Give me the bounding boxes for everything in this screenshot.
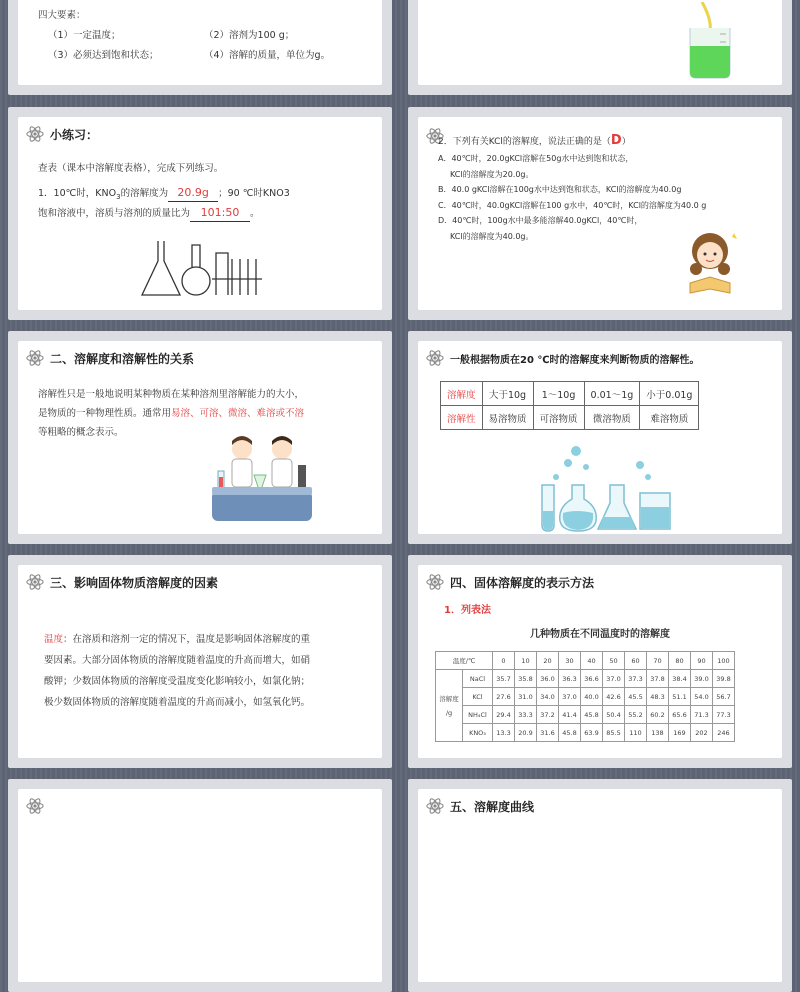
practice-q2: 饱和溶液中，溶质与溶剂的质量比为 101:50 。 (38, 205, 260, 222)
table-title: 几种物质在不同温度时的溶解度 (530, 629, 670, 640)
atom-icon (426, 349, 444, 367)
table-cell: 微溶物质 (584, 406, 640, 430)
table-cell: 37.0 (559, 688, 581, 706)
temperature-keyword: 温度 (44, 634, 64, 645)
table-row (441, 406, 699, 430)
table-row (436, 652, 735, 670)
table-cell: NaCl (463, 670, 493, 688)
atom-icon (26, 125, 44, 143)
table-cell: 39.8 (713, 670, 735, 688)
table-cell: 60.2 (647, 706, 669, 724)
table-cell: 65.6 (669, 706, 691, 724)
element-1: （1）一定温度； (48, 30, 121, 41)
table-cell: 36.3 (559, 670, 581, 688)
answer-blank-1: 20.9g (168, 185, 218, 202)
correct-answer: D (610, 133, 622, 148)
atom-icon (26, 349, 44, 367)
table-cell: 45.5 (625, 688, 647, 706)
table-row (436, 724, 735, 742)
table-cell: 202 (691, 724, 713, 742)
slide-solubility-curve[interactable] (408, 779, 792, 992)
table-cell: 56.7 (713, 688, 735, 706)
table-cell: 138 (647, 724, 669, 742)
table-header-cell: 10 (515, 652, 537, 670)
table-header-cell: 100 (713, 652, 735, 670)
elements-heading: 四大要素： (38, 10, 86, 21)
table-cell: KNO₃ (463, 724, 493, 742)
slide-title: 三、影响固体物质溶解度的因素 (50, 575, 219, 590)
element-3: （3）必须达到饱和状态； (48, 50, 159, 61)
table-cell: NH₄Cl (463, 706, 493, 724)
table-cell: 63.9 (581, 724, 603, 742)
solubility-data-table (435, 651, 735, 742)
element-2: （2）溶剂为100 g； (204, 30, 295, 41)
practice-intro: 查表（课本中溶解度表格），完成下列练习。 (38, 163, 224, 174)
table-cell: 大于10g (482, 382, 533, 406)
slide-title: 一般根据物质在20 ℃时的溶解度来判断物质的溶解性。 (450, 354, 700, 366)
table-cell: 34.0 (537, 688, 559, 706)
table-cell: 39.0 (691, 670, 713, 688)
list-method-label: 1．列表法 (444, 605, 491, 616)
slide-title: 四、固体溶解度的表示方法 (450, 575, 595, 590)
slide-title: 小练习： (50, 127, 99, 142)
table-cell: 246 (713, 724, 735, 742)
table-cell: 20.9 (515, 724, 537, 742)
table-cell: KCl (463, 688, 493, 706)
practice-q1: 1．10℃时，$KNO_3$的溶解度为 20.9g ；90 ℃时KNO3 (38, 186, 290, 201)
table-cell: 41.4 (559, 706, 581, 724)
table-cell: 小于0.01g (640, 382, 699, 406)
table-cell: 37.2 (537, 706, 559, 724)
table-cell: 37.3 (625, 670, 647, 688)
table-cell: 85.5 (603, 724, 625, 742)
table-header-cell: 60 (625, 652, 647, 670)
table-cell: 27.6 (493, 688, 515, 706)
table-header-cell: 20 (537, 652, 559, 670)
slide-next-left[interactable] (8, 779, 392, 992)
table-cell: 31.6 (537, 724, 559, 742)
table-cell: 35.8 (515, 670, 537, 688)
table-cell: 40.0 (581, 688, 603, 706)
table-header-cell: 0 (493, 652, 515, 670)
table-cell: 48.3 (647, 688, 669, 706)
option-d: D．40℃时，100g水中最多能溶解40.0gKCl，40℃时， (438, 216, 643, 225)
table-header-cell: 30 (559, 652, 581, 670)
table-cell: 33.3 (515, 706, 537, 724)
table-header-cell: 90 (691, 652, 713, 670)
option-c: C．40℃时，40.0gKCl溶解在100 g水中，40℃时，KCl的溶解度为40.0 g (438, 200, 707, 210)
table-cell: 31.0 (515, 688, 537, 706)
table-header-cell: 40 (581, 652, 603, 670)
kcl-question: 2．下列有关KCl的溶解度，说法正确的是（D） (438, 133, 631, 148)
atom-icon (426, 573, 444, 591)
slide-solubility-relation[interactable] (8, 331, 392, 544)
solubility-terms: 易溶、可溶、微溶、难溶或不溶 (171, 408, 305, 419)
table-header-cell: 温度/℃ (436, 652, 493, 670)
option-d-cont: KCl的溶解度为40.0g。 (450, 231, 534, 241)
table-cell: 38.4 (669, 670, 691, 688)
table-cell: 可溶物质 (533, 406, 584, 430)
scientists-illustration (208, 435, 318, 525)
slide-kcl-question[interactable] (408, 107, 792, 320)
table-cell: 37.0 (603, 670, 625, 688)
slide-solubility-classification[interactable] (408, 331, 792, 544)
table-cell: 溶解性 (441, 406, 483, 430)
table-header-cell: 50 (603, 652, 625, 670)
solubility-class-table (440, 381, 699, 430)
table-cell: 54.0 (691, 688, 713, 706)
slide-four-elements[interactable] (8, 0, 392, 95)
table-cell: 36.0 (537, 670, 559, 688)
beaker-illustration (680, 2, 740, 82)
table-cell: 难溶物质 (640, 406, 699, 430)
table-row (441, 382, 699, 406)
relation-paragraph: 溶解性只是一般地说明某种物质在某种溶剂里溶解能力的大小， 是物质的一种物理性质。通常用易溶、可溶、微溶、难溶或不溶 等粗略的概念表示。 (38, 389, 305, 438)
table-header-cell: 70 (647, 652, 669, 670)
option-b: B．40.0 gKCl溶解在100g水中达到饱和状态，KCl的溶解度为40.0g (438, 185, 682, 194)
kcl-options (438, 151, 706, 244)
table-cell: 71.3 (691, 706, 713, 724)
option-a: A．40℃时，20.0gKCl溶解在50g水中达到饱和状态， (438, 154, 634, 163)
table-cell: 45.8 (581, 706, 603, 724)
slide-table-method[interactable] (408, 555, 792, 768)
table-row (436, 706, 735, 724)
table-cell: 110 (625, 724, 647, 742)
table-cell: 易溶物质 (482, 406, 533, 430)
flasks-illustration (536, 441, 676, 533)
table-cell: 35.7 (493, 670, 515, 688)
table-cell: 169 (669, 724, 691, 742)
table-row (436, 670, 735, 688)
slide-influencing-factors[interactable] (8, 555, 392, 768)
atom-icon (26, 573, 44, 591)
table-cell: 51.1 (669, 688, 691, 706)
side-label: 溶解度 /g (436, 670, 463, 742)
table-cell: 29.4 (493, 706, 515, 724)
table-cell: 77.3 (713, 706, 735, 724)
slide-practice[interactable] (8, 107, 392, 320)
slide-title: 五、溶解度曲线 (450, 799, 535, 814)
table-cell: 13.3 (493, 724, 515, 742)
table-cell: 45.8 (559, 724, 581, 742)
table-cell: 溶解度 (441, 382, 483, 406)
element-4: （4）溶解的质量，单位为g。 (204, 50, 331, 61)
factors-paragraph: 温度：在溶质和溶剂一定的情况下，温度是影响固体溶解度的重 要因素。大部分固体物质的溶解度随着温度的升高而增大，如硝 酸钾；少数固体物质的溶解度受温度变化影响较小，如氯化钠； 极少数固体物质的溶解度随着温度的升高而减小，如氢氧化钙。 (44, 634, 311, 708)
table-cell: 1～10g (533, 382, 584, 406)
table-row (436, 688, 735, 706)
option-a-cont: KCl的溶解度为20.0g。 (450, 169, 534, 179)
table-cell: 36.6 (581, 670, 603, 688)
table-cell: 0.01～1g (584, 382, 640, 406)
table-cell: 37.8 (647, 670, 669, 688)
girl-reading-illustration (682, 229, 742, 295)
slide-title: 二、溶解度和溶解性的关系 (50, 351, 195, 366)
table-cell: 50.4 (603, 706, 625, 724)
table-cell: 55.2 (625, 706, 647, 724)
table-header-cell: 80 (669, 652, 691, 670)
table-cell: 42.6 (603, 688, 625, 706)
slide-beaker[interactable] (408, 0, 792, 95)
lab-glassware-illustration (136, 239, 266, 299)
answer-blank-2: 101:50 (190, 205, 250, 222)
